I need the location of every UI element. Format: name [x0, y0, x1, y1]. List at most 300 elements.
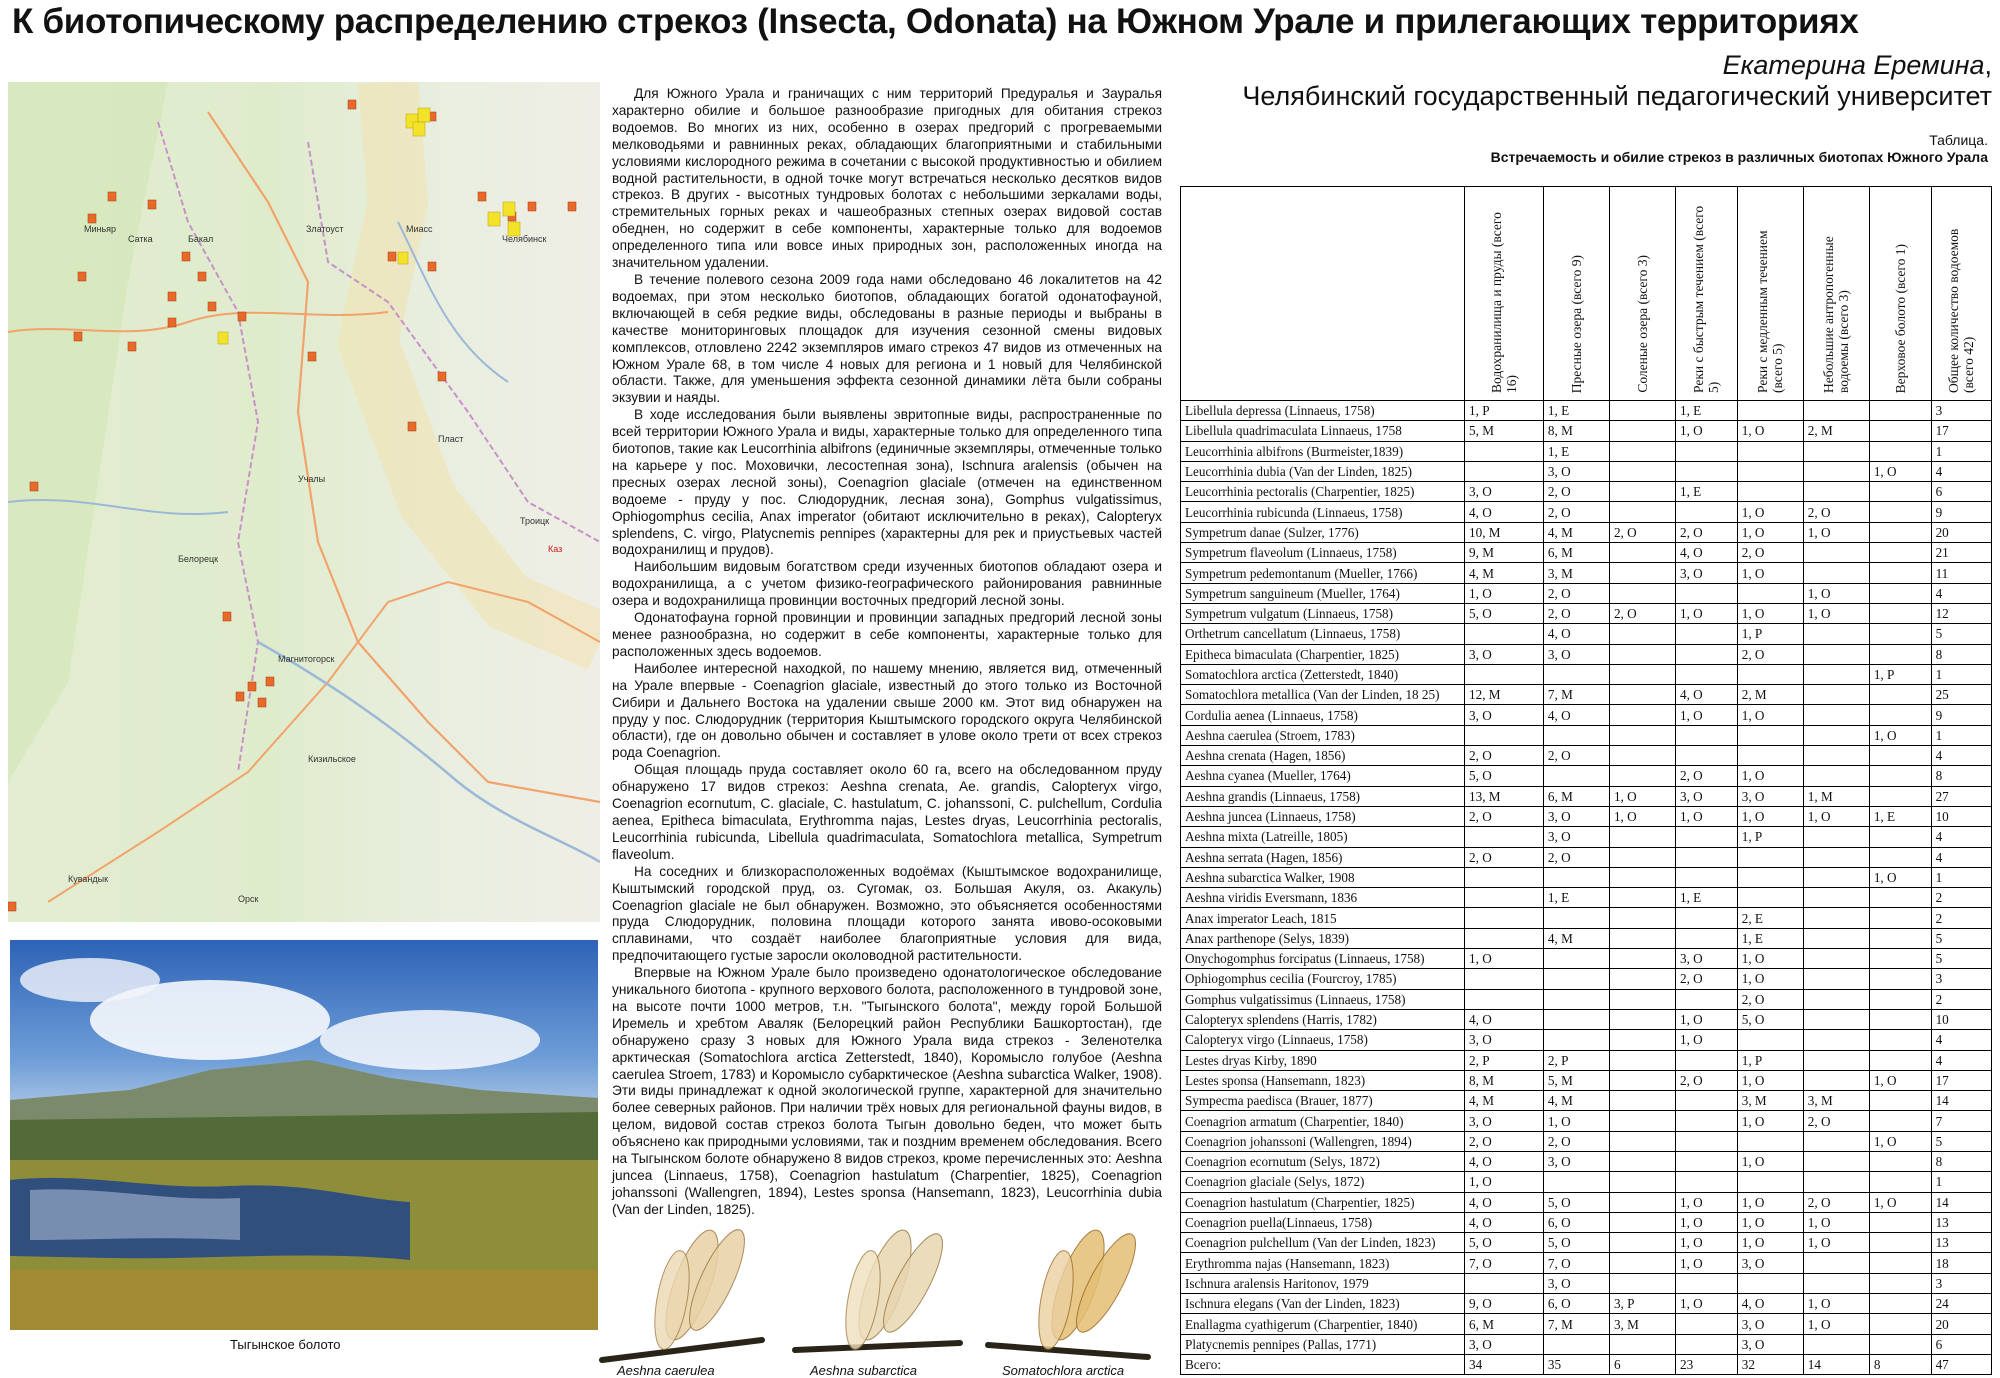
table-row	[1181, 1212, 1992, 1232]
value-cell: 8, M	[1465, 1070, 1544, 1090]
species-cell: Calopteryx splendens (Harris, 1782)	[1181, 1009, 1465, 1029]
value-cell	[1543, 1334, 1609, 1354]
value-cell	[1543, 908, 1609, 928]
value-cell: 2, O	[1609, 603, 1675, 623]
species-cell: Somatochlora arctica (Zetterstedt, 1840)	[1181, 664, 1465, 684]
value-cell: 2	[1931, 888, 1991, 908]
table-row	[1181, 949, 1992, 969]
value-cell	[1465, 867, 1544, 887]
value-cell: 2, E	[1737, 908, 1803, 928]
value-cell	[1609, 705, 1675, 725]
value-cell	[1609, 746, 1675, 766]
value-cell	[1675, 461, 1737, 481]
table-header-biotope: Реки с медленным течением (всего 5)	[1737, 187, 1803, 401]
table-row	[1181, 705, 1992, 725]
value-cell: 1, O	[1737, 766, 1803, 786]
value-cell: 1, P	[1737, 1050, 1803, 1070]
value-cell	[1737, 583, 1803, 603]
species-cell: Aeshna grandis (Linnaeus, 1758)	[1181, 786, 1465, 806]
species-cell: Aeshna juncea (Linnaeus, 1758)	[1181, 806, 1465, 826]
value-cell	[1675, 725, 1737, 745]
table-row	[1181, 1294, 1992, 1314]
value-cell	[1737, 847, 1803, 867]
value-cell: 3, O	[1543, 1273, 1609, 1293]
species-cell: Libellula depressa (Linnaeus, 1758)	[1181, 401, 1465, 421]
value-cell	[1465, 461, 1544, 481]
value-cell	[1465, 624, 1544, 644]
value-cell	[1803, 928, 1869, 948]
value-cell	[1869, 1172, 1931, 1192]
value-cell	[1869, 603, 1931, 623]
value-cell: 5	[1931, 949, 1991, 969]
author-name: Екатерина Еремина	[1722, 50, 1985, 80]
value-cell: 11	[1931, 563, 1991, 583]
dragonfly-caption: Aeshna caerulea	[617, 1363, 715, 1378]
bog-landscape-image	[10, 940, 598, 1330]
species-cell: Platycnemis pennipes (Pallas, 1771)	[1181, 1334, 1465, 1354]
value-cell: 1, E	[1869, 806, 1931, 826]
value-cell	[1609, 1192, 1675, 1212]
value-cell	[1869, 624, 1931, 644]
species-cell: Aeshna subarctica Walker, 1908	[1181, 867, 1465, 887]
table-row	[1181, 685, 1992, 705]
value-cell: 10, M	[1465, 522, 1544, 542]
species-cell: Leucorrhinia rubicunda (Linnaeus, 1758)	[1181, 502, 1465, 522]
value-cell	[1869, 543, 1931, 563]
value-cell: 3, O	[1675, 786, 1737, 806]
value-cell	[1737, 867, 1803, 887]
table-row	[1181, 664, 1992, 684]
value-cell	[1737, 401, 1803, 421]
table-header-biotope: Верховое болото (всего 1)	[1869, 187, 1931, 401]
value-cell: 2, O	[1543, 583, 1609, 603]
paragraph: Общая площадь пруда составляет около 60 га, всего на обследованном пруду обнаружено 17 видов стрекоз: Aeshna crenata, Ae. grandis, Calopteryx virgo, Coenagrion ecornutum, C. glaciale, C. hastulatum, C. johanssoni, C. pulchellum, Cordulia aenea, Epitheca bimaculata, Erythromma najas, Lestes dryas, Leucorrhinia pectoralis, Leucorrhinia rubicunda, Libellula quadrimaculata, Somatochlora metallica, Sympetrum flaveolum.	[612, 762, 1162, 862]
value-cell	[1803, 664, 1869, 684]
species-cell: Aeshna mixta (Latreille, 1805)	[1181, 827, 1465, 847]
value-cell	[1869, 786, 1931, 806]
value-cell: 2, O	[1675, 969, 1737, 989]
value-cell	[1869, 482, 1931, 502]
value-cell: 5	[1931, 928, 1991, 948]
value-cell: 2	[1931, 989, 1991, 1009]
value-cell: 4, M	[1543, 928, 1609, 948]
value-cell: 17	[1931, 1070, 1991, 1090]
svg-text:Магнитогорск: Магнитогорск	[278, 654, 335, 664]
value-cell	[1609, 563, 1675, 583]
value-cell: 20	[1931, 1314, 1991, 1334]
species-cell: Orthetrum cancellatum (Linnaeus, 1758)	[1181, 624, 1465, 644]
svg-text:Каз: Каз	[548, 544, 563, 554]
value-cell: 3	[1931, 1273, 1991, 1293]
value-cell: 4	[1931, 847, 1991, 867]
svg-text:Орск: Орск	[238, 894, 259, 904]
value-cell: 8	[1931, 1151, 1991, 1171]
value-cell: 4, O	[1465, 1009, 1544, 1029]
value-cell	[1869, 847, 1931, 867]
value-cell: 3, O	[1737, 786, 1803, 806]
value-cell: 2, O	[1543, 746, 1609, 766]
value-cell: 5	[1931, 1131, 1991, 1151]
value-cell: 3, O	[1543, 644, 1609, 664]
value-cell	[1869, 1273, 1931, 1293]
value-cell: 3, P	[1609, 1294, 1675, 1314]
body-text	[612, 86, 1162, 1219]
value-cell	[1675, 441, 1737, 461]
value-cell	[1869, 1111, 1931, 1131]
value-cell	[1803, 1334, 1869, 1354]
value-cell	[1869, 1294, 1931, 1314]
value-cell: 1, O	[1803, 583, 1869, 603]
value-cell: 1, P	[1465, 401, 1544, 421]
value-cell	[1609, 1212, 1675, 1232]
value-cell: 1, E	[1543, 401, 1609, 421]
value-cell: 8, M	[1543, 421, 1609, 441]
value-cell	[1609, 421, 1675, 441]
table-row	[1181, 543, 1992, 563]
svg-text:Челябинск: Челябинск	[502, 234, 547, 244]
value-cell: 3, O	[1675, 563, 1737, 583]
value-cell: 5, O	[1465, 603, 1544, 623]
value-cell: 10	[1931, 806, 1991, 826]
value-cell: 2, O	[1465, 806, 1544, 826]
value-cell	[1465, 827, 1544, 847]
value-cell: 1, O	[1869, 1131, 1931, 1151]
value-cell	[1803, 827, 1869, 847]
value-cell: 2, M	[1737, 685, 1803, 705]
table-header-species	[1181, 187, 1465, 401]
value-cell	[1869, 908, 1931, 928]
value-cell	[1543, 989, 1609, 1009]
value-cell: 1	[1931, 664, 1991, 684]
value-cell	[1609, 624, 1675, 644]
table-header-biotope: Пресные озера (всего 9)	[1543, 187, 1609, 401]
value-cell	[1869, 949, 1931, 969]
value-cell	[1869, 1314, 1931, 1334]
value-cell: 3, M	[1609, 1314, 1675, 1334]
value-cell: 5, M	[1543, 1070, 1609, 1090]
species-table	[1180, 186, 1992, 1375]
species-cell: Gomphus vulgatissimus (Linnaeus, 1758)	[1181, 989, 1465, 1009]
value-cell: 1, O	[1675, 1212, 1737, 1232]
species-cell: Coenagrion glaciale (Selys, 1872)	[1181, 1172, 1465, 1192]
value-cell	[1675, 1091, 1737, 1111]
value-cell	[1803, 969, 1869, 989]
value-cell	[1869, 583, 1931, 603]
value-cell	[1609, 583, 1675, 603]
value-cell: 1, P	[1737, 624, 1803, 644]
value-cell: 2, O	[1675, 522, 1737, 542]
value-cell: 1, O	[1803, 1233, 1869, 1253]
value-cell: 27	[1931, 786, 1991, 806]
value-cell	[1803, 441, 1869, 461]
value-cell: 1, O	[1869, 461, 1931, 481]
value-cell: 1, O	[1803, 1212, 1869, 1232]
value-cell: 1, O	[1803, 1314, 1869, 1334]
value-cell	[1803, 685, 1869, 705]
table-row	[1181, 928, 1992, 948]
value-cell	[1869, 928, 1931, 948]
value-cell	[1803, 1030, 1869, 1050]
table-row	[1181, 401, 1992, 421]
value-cell: 3, O	[1465, 482, 1544, 502]
value-cell	[1869, 1212, 1931, 1232]
value-cell	[1609, 1253, 1675, 1273]
value-cell	[1803, 766, 1869, 786]
value-cell	[1675, 644, 1737, 664]
species-cell: Leucorrhinia pectoralis (Charpentier, 1825)	[1181, 482, 1465, 502]
value-cell: 7, O	[1465, 1253, 1544, 1273]
value-cell: 4, O	[1675, 543, 1737, 563]
value-cell: 1, O	[1737, 1151, 1803, 1171]
table-row	[1181, 746, 1992, 766]
paragraph: В течение полевого сезона 2009 года нами обследовано 46 локалитетов на 42 водоемах, при этом несколько биотопов, обладающих богатой одонатофауной, включающей в себя редкие виды, обследованы в разные периоды и выбраны в качестве мониторинговых площадок для изучения сезонной смены видовых комплексов, отловлено 2242 экземпляров имаго стрекоз 47 видов из отмеченных на Южном Урале 68, в том числе 4 новых для региона и 1 новый для Челябинской области. Также, для уменьшения эффекта сезонной динамики лёта были собраны экзувии и наяды.	[612, 271, 1162, 406]
value-cell: 9, M	[1465, 543, 1544, 563]
table-row	[1181, 1334, 1992, 1354]
value-cell: 4, O	[1465, 1212, 1544, 1232]
value-cell	[1609, 441, 1675, 461]
value-cell: 2, O	[1543, 847, 1609, 867]
value-cell: 24	[1931, 1294, 1991, 1314]
species-cell: Anax imperator Leach, 1815	[1181, 908, 1465, 928]
value-cell: 2, O	[1543, 603, 1609, 623]
value-cell: 1, O	[1737, 1070, 1803, 1090]
value-cell	[1803, 1050, 1869, 1070]
species-cell: Onychogomphus forcipatus (Linnaeus, 1758)	[1181, 949, 1465, 969]
value-cell	[1869, 1091, 1931, 1111]
value-cell: 8	[1931, 766, 1991, 786]
species-cell: Calopteryx virgo (Linnaeus, 1758)	[1181, 1030, 1465, 1050]
value-cell	[1869, 746, 1931, 766]
table-header-row	[1181, 187, 1992, 401]
table-row	[1181, 969, 1992, 989]
species-cell: Ophiogomphus cecilia (Fourcroy, 1785)	[1181, 969, 1465, 989]
table-row	[1181, 1273, 1992, 1293]
table-row	[1181, 867, 1992, 887]
value-cell: 1, O	[1465, 583, 1544, 603]
svg-text:Учалы: Учалы	[298, 474, 326, 484]
value-cell: 1, O	[1737, 1233, 1803, 1253]
value-cell: 2, O	[1675, 766, 1737, 786]
value-cell: 7, O	[1543, 1253, 1609, 1273]
value-cell: 14	[1803, 1354, 1869, 1374]
value-cell: 6	[1931, 1334, 1991, 1354]
value-cell	[1737, 1131, 1803, 1151]
species-cell: Coenagrion hastulatum (Charpentier, 1825)	[1181, 1192, 1465, 1212]
value-cell	[1609, 1091, 1675, 1111]
value-cell: 6, O	[1543, 1212, 1609, 1232]
value-cell: 1, O	[1869, 1070, 1931, 1090]
value-cell: 2, O	[1803, 1192, 1869, 1212]
table-row	[1181, 1009, 1992, 1029]
value-cell	[1675, 928, 1737, 948]
table-header-biotope: Реки с быстрым течением (всего 5)	[1675, 187, 1737, 401]
value-cell: 5, O	[1465, 1233, 1544, 1253]
species-cell: Epitheca bimaculata (Charpentier, 1825)	[1181, 644, 1465, 664]
species-cell: Ischnura elegans (Van der Linden, 1823)	[1181, 1294, 1465, 1314]
value-cell	[1609, 502, 1675, 522]
table-header-biotope: Небольшие антропогенные водоемы (всего 3)	[1803, 187, 1869, 401]
value-cell	[1609, 1151, 1675, 1171]
value-cell: 8	[1869, 1354, 1931, 1374]
value-cell	[1609, 1334, 1675, 1354]
species-cell: Coenagrion armatum (Charpentier, 1840)	[1181, 1111, 1465, 1131]
value-cell	[1869, 502, 1931, 522]
value-cell: 1, E	[1543, 441, 1609, 461]
value-cell: 1	[1931, 725, 1991, 745]
table-header-biotope: Соленые озера (всего 3)	[1609, 187, 1675, 401]
value-cell	[1609, 1233, 1675, 1253]
value-cell	[1869, 766, 1931, 786]
value-cell	[1609, 644, 1675, 664]
species-cell: Ischnura aralensis Haritonov, 1979	[1181, 1273, 1465, 1293]
table-row	[1181, 482, 1992, 502]
value-cell	[1465, 664, 1544, 684]
species-cell: Sympetrum sanguineum (Mueller, 1764)	[1181, 583, 1465, 603]
value-cell	[1609, 908, 1675, 928]
value-cell: 3, O	[1465, 1334, 1544, 1354]
value-cell	[1803, 644, 1869, 664]
value-cell	[1543, 969, 1609, 989]
value-cell	[1737, 664, 1803, 684]
value-cell	[1609, 827, 1675, 847]
table-row	[1181, 421, 1992, 441]
value-cell: 3, O	[1543, 806, 1609, 826]
value-cell	[1803, 989, 1869, 1009]
value-cell: 1	[1931, 441, 1991, 461]
value-cell	[1869, 827, 1931, 847]
value-cell: 1, E	[1675, 401, 1737, 421]
value-cell	[1609, 989, 1675, 1009]
value-cell	[1803, 705, 1869, 725]
value-cell	[1737, 1172, 1803, 1192]
table-row	[1181, 441, 1992, 461]
value-cell: 1, O	[1675, 1009, 1737, 1029]
value-cell	[1609, 1131, 1675, 1151]
value-cell: 1, O	[1737, 1212, 1803, 1232]
value-cell: 1, O	[1803, 806, 1869, 826]
value-cell: 4, M	[1543, 522, 1609, 542]
value-cell	[1803, 746, 1869, 766]
value-cell	[1543, 1172, 1609, 1192]
value-cell	[1803, 1151, 1869, 1171]
value-cell	[1465, 888, 1544, 908]
value-cell: 1, E	[1675, 482, 1737, 502]
value-cell	[1737, 461, 1803, 481]
value-cell: 1, O	[1737, 522, 1803, 542]
value-cell	[1737, 482, 1803, 502]
value-cell	[1869, 705, 1931, 725]
value-cell	[1869, 522, 1931, 542]
table-title: Встречаемость и обилие стрекоз в различных биотопах Южного Урала	[1490, 149, 1988, 165]
value-cell: 3, O	[1737, 1253, 1803, 1273]
value-cell: 6, M	[1543, 786, 1609, 806]
value-cell	[1609, 543, 1675, 563]
value-cell	[1675, 583, 1737, 603]
value-cell	[1869, 421, 1931, 441]
value-cell: 2, O	[1737, 644, 1803, 664]
svg-text:Белорецк: Белорецк	[178, 554, 219, 564]
table-row	[1181, 806, 1992, 826]
value-cell	[1465, 1273, 1544, 1293]
value-cell: 3, O	[1465, 705, 1544, 725]
value-cell	[1675, 867, 1737, 887]
value-cell: 9, O	[1465, 1294, 1544, 1314]
value-cell: 14	[1931, 1091, 1991, 1111]
value-cell: 2, O	[1803, 1111, 1869, 1131]
value-cell: 13, M	[1465, 786, 1544, 806]
value-cell	[1869, 1151, 1931, 1171]
table-row	[1181, 827, 1992, 847]
svg-text:Кизильское: Кизильское	[308, 754, 356, 764]
value-cell	[1869, 989, 1931, 1009]
value-cell: 2, O	[1609, 522, 1675, 542]
value-cell: 25	[1931, 685, 1991, 705]
value-cell	[1803, 563, 1869, 583]
paragraph: Наиболее интересной находкой, по нашему мнению, является вид, отмеченный на Урале впервые - Coenagrion glaciale, известный до этого только из Восточной Сибири и Дальнего Востока на удалении свыше 2000 км. Этот вид обнаружен на пруду у пос. Слюдорудник (территория Кыштымского городского округа Челябинской области), где он довольно обычен и составляет в улове около трети от всех стрекоз рода Coenagrion.	[612, 660, 1162, 761]
species-cell: Libellula quadrimaculata Linnaeus, 1758	[1181, 421, 1465, 441]
value-cell	[1609, 482, 1675, 502]
value-cell: 6	[1931, 482, 1991, 502]
value-cell: 5, O	[1465, 766, 1544, 786]
value-cell: 1, O	[1609, 786, 1675, 806]
svg-text:Троицк: Троицк	[520, 516, 550, 526]
species-cell: Aeshna cyanea (Mueller, 1764)	[1181, 766, 1465, 786]
table-row	[1181, 1070, 1992, 1090]
value-cell	[1803, 949, 1869, 969]
value-cell	[1609, 1172, 1675, 1192]
value-cell: 2, O	[1543, 502, 1609, 522]
value-cell	[1609, 888, 1675, 908]
value-cell: 3, M	[1543, 563, 1609, 583]
paragraph: Для Южного Урала и граничащих с ним территорий Предуралья и Зауралья характерно обилие и большое разнообразие пригодных для обитания стрекоз водоемов. Во многих из них, особенно в озерах предгорий с прогреваемыми мелководьями и равнинных реках, обладающих благоприятными и стабильными условиями кислородного режима в сочетании с высокой продуктивностью и обилием водной растительности, в одной точке могут встречаться несколько десятков видов стрекоз. В других - высотных тундровых болотах с небольшими зеркалами воды, стремительных горных реках и чашеобразных степных озерах видовой состав обеднен, но содержит в себе компоненты, характерные только для водоемов определенного типа или вовсе иных природных зон, расположенных иногда на значительном удалении.	[612, 86, 1162, 271]
species-cell: Lestes dryas Kirby, 1890	[1181, 1050, 1465, 1070]
value-cell: 1, O	[1737, 705, 1803, 725]
value-cell	[1465, 908, 1544, 928]
value-cell: 3, O	[1543, 827, 1609, 847]
value-cell: 13	[1931, 1212, 1991, 1232]
value-cell: 3, O	[1465, 644, 1544, 664]
table-row	[1181, 1172, 1992, 1192]
species-cell: Coenagrion ecornutum (Selys, 1872)	[1181, 1151, 1465, 1171]
value-cell: 2, O	[1543, 1131, 1609, 1151]
value-cell	[1543, 1030, 1609, 1050]
svg-text:Миньяр: Миньяр	[84, 224, 117, 234]
species-cell: Coenagrion johanssoni (Wallengren, 1894)	[1181, 1131, 1465, 1151]
value-cell: 2, O	[1675, 1070, 1737, 1090]
value-cell	[1543, 664, 1609, 684]
table-row	[1181, 847, 1992, 867]
species-cell: Aeshna caerulea (Stroem, 1783)	[1181, 725, 1465, 745]
value-cell	[1675, 827, 1737, 847]
value-cell: 2, O	[1465, 1131, 1544, 1151]
value-cell: 1, O	[1675, 1192, 1737, 1212]
value-cell	[1609, 949, 1675, 969]
value-cell	[1675, 1172, 1737, 1192]
value-cell: 4	[1931, 827, 1991, 847]
svg-text:Сатка: Сатка	[128, 234, 153, 244]
value-cell: 3, M	[1803, 1091, 1869, 1111]
value-cell	[1543, 725, 1609, 745]
value-cell: 1, O	[1675, 1253, 1737, 1273]
value-cell: 4, M	[1543, 1091, 1609, 1111]
table-row	[1181, 563, 1992, 583]
value-cell: 2, O	[1803, 502, 1869, 522]
value-cell: 12	[1931, 603, 1991, 623]
value-cell	[1609, 1030, 1675, 1050]
species-cell: Coenagrion pulchellum (Van der Linden, 1823)	[1181, 1233, 1465, 1253]
value-cell	[1609, 401, 1675, 421]
species-cell: Lestes sponsa (Hansemann, 1823)	[1181, 1070, 1465, 1090]
